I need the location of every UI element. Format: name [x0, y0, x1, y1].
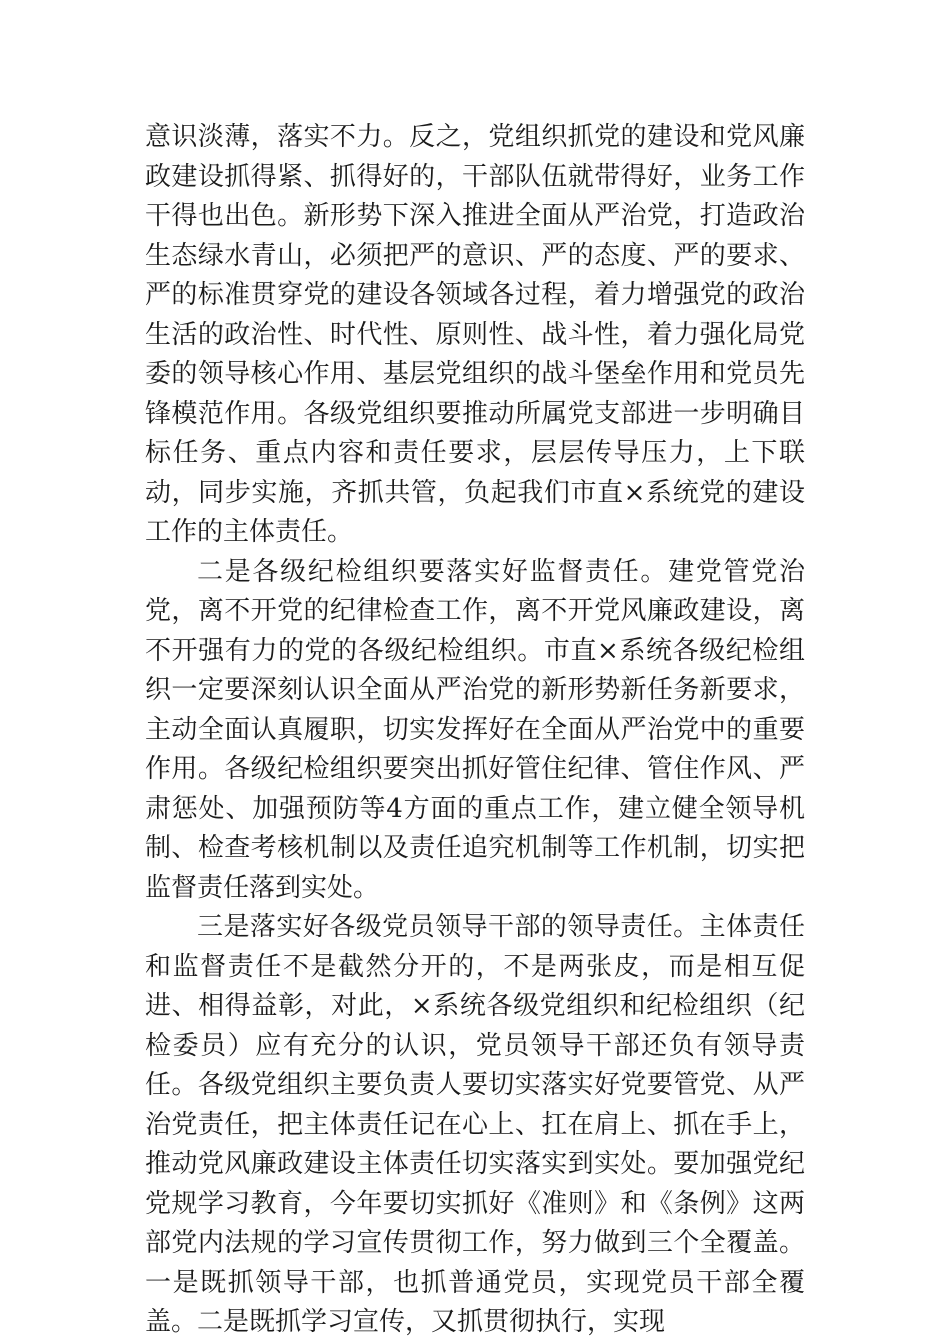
paragraph-continued: 意识淡薄，落实不力。反之，党组织抓党的建设和党风廉政建设抓得紧、抓得好的，干部队伍就带得好，业务工作干得也出色。新形势下深入推进全面从严治党，打造政治生态绿水青山，必须把严的意识、严的态度、严的要求、严的标准贯穿党的建设各领域各过程，着力增强党的政治生活的政治性、时代性、原则性、战斗性，着力强化局党委的领导核心作用、基层党组织的战斗堡垒作用和党员先锋模范作用。各级党组织要推动所属党支部进一步明确目标任务、重点内容和责任要求，层层传导压力，上下联动，同步实施，齐抓共管，负起我们市直×系统党的建设工作的主体责任。	[145, 122, 805, 547]
paragraph-supervision-responsibility: 二是各级纪检组织要落实好监督责任。建党管党治党，离不开党的纪律检查工作，离不开党风廉政建设，离不开强有力的党的各级纪检组织。市直×系统各级纪检组织一定要深刻认识全面从严治党的新形势新任务新要求，主动全面认真履职，切实发挥好在全面从严治党中的重要作用。各级纪检组织要突出抓好管住纪律、管住作风、严肃惩处、加强预防等4方面的重点工作，建立健全领导机制、检查考核机制以及责任追究机制等工作机制，切实把监督责任落到实处。	[145, 556, 805, 903]
paragraph-leadership-responsibility: 三是落实好各级党员领导干部的领导责任。主体责任和监督责任不是截然分开的，不是两张皮，而是相互促进、相得益彰，对此，×系统各级党组织和纪检组织（纪检委员）应有充分的认识，党员领导干部还负有领导责任。各级党组织主要负责人要切实落实好党要管党、从严治党责任，把主体责任记在心上、扛在肩上、抓在手上，推动党风廉政建设主体责任切实落实到实处。要加强党纪党规学习教育，今年要切实抓好《准则》和《条例》这两部党内法规的学习宣传贯彻工作，努力做到三个全覆盖。一是既抓领导干部，也抓普通党员，实现党员干部全覆盖。二是既抓学习宣传，又抓贯彻执行，实现	[145, 912, 805, 1337]
body-text	[145, 118, 805, 1343]
